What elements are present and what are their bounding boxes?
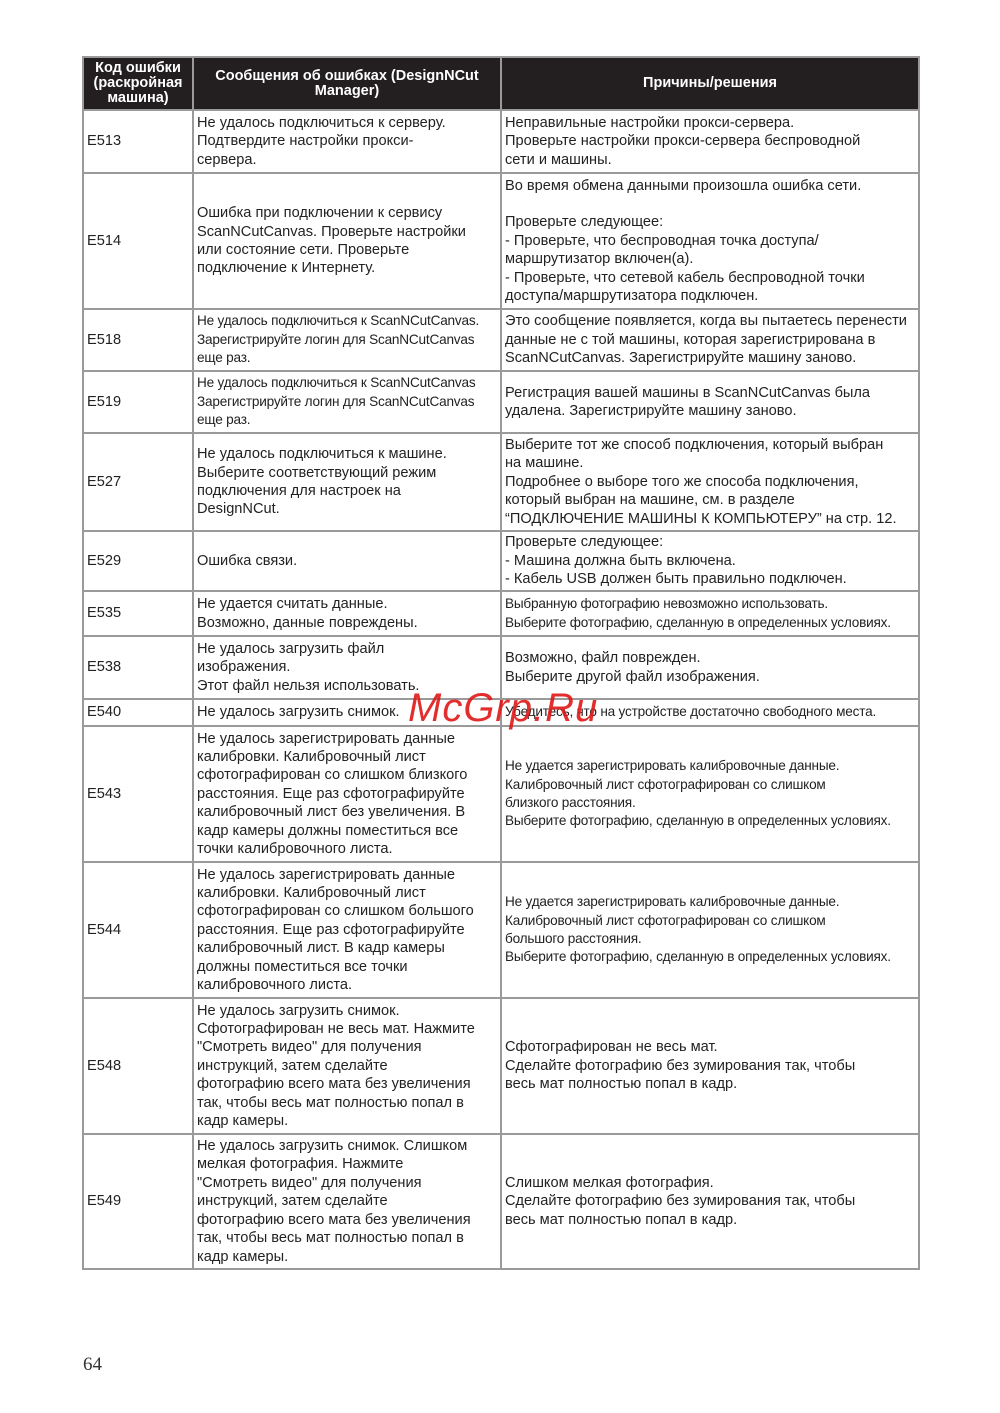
header-causes-solutions: Причины/решения (501, 57, 919, 110)
table-row (83, 591, 919, 636)
error-code-cell: E543 (83, 726, 193, 862)
solution-cell: Выбранную фотографию невозможно использовать. Выберите фотографию, сделанную в определенных условиях. (501, 591, 919, 636)
error-message-cell: Не удается считать данные. Возможно, данные повреждены. (193, 591, 501, 636)
solution-cell: Сфотографирован не весь мат. Сделайте фотографию без зумирования так, чтобы весь мат полностью попал в кадр. (501, 998, 919, 1134)
header-error-code: Код ошибки (раскройная машина) (83, 57, 193, 110)
error-message-cell: Не удалось подключиться к серверу. Подтвердите настройки прокси- сервера. (193, 110, 501, 173)
page-number: 64 (83, 1354, 102, 1375)
table-row (83, 371, 919, 433)
error-code-cell: E548 (83, 998, 193, 1134)
error-code-cell: E513 (83, 110, 193, 173)
header-error-message: Сообщения об ошибках (DesignNCut Manager) (193, 57, 501, 110)
table-row (83, 309, 919, 371)
watermark: McGrp.Ru (408, 686, 599, 730)
solution-cell: Во время обмена данными произошла ошибка сети. Проверьте следующее: - Проверьте, что беспроводная точка доступа/ маршрутизатор включен(а). - Проверьте, что сетевой кабель беспроводной точки доступа/маршрутизатора подключен. (501, 173, 919, 309)
error-code-cell: E514 (83, 173, 193, 309)
table-row (83, 531, 919, 591)
error-message-cell: Не удалось подключиться к ScanNCutCanvas Зарегистрируйте логин для ScanNCutCanvas еще раз. (193, 371, 501, 433)
solution-cell: Не удается зарегистрировать калибровочные данные. Калибровочный лист сфотографирован со слишком большого расстояния. Выберите фотографию, сделанную в определенных условиях. (501, 862, 919, 998)
error-message-cell: Не удалось загрузить снимок. Слишком мелкая фотография. Нажмите "Смотреть видео" для получения инструкций, затем сделайте фотографию всего мата без увеличения так, чтобы весь мат полностью попал в кадр камеры. (193, 1134, 501, 1269)
table-header-row (83, 57, 919, 110)
error-message-cell: Не удалось загрузить снимок. Сфотографирован не весь мат. Нажмите "Смотреть видео" для получения инструкций, затем сделайте фотографию всего мата без увеличения так, чтобы весь мат полностью попал в кадр камеры. (193, 998, 501, 1134)
error-code-cell: E519 (83, 371, 193, 433)
error-message-cell: Не удалось зарегистрировать данные калибровки. Калибровочный лист сфотографирован со слишком большого расстояния. Еще раз сфотографируйте калибровочный лист. В кадр камеры должны поместиться все точки калибровочного листа. (193, 862, 501, 998)
error-code-cell: E527 (83, 433, 193, 531)
error-codes-table (82, 56, 920, 1270)
solution-cell: Проверьте следующее: - Машина должна быть включена. - Кабель USB должен быть правильно подключен. (501, 531, 919, 591)
error-code-cell: E544 (83, 862, 193, 998)
error-message-cell: Ошибка при подключении к сервису ScanNCutCanvas. Проверьте настройки или состояние сети. Проверьте подключение к Интернету. (193, 173, 501, 309)
error-code-cell: E529 (83, 531, 193, 591)
solution-cell: Выберите тот же способ подключения, который выбран на машине. Подробнее о выборе того же способа подключения, который выбран на машине, см. в разделе “ПОДКЛЮЧЕНИЕ МАШИНЫ К КОМПЬЮТЕРУ” на стр. 12. (501, 433, 919, 531)
table-row (83, 433, 919, 531)
solution-cell: Возможно, файл поврежден. Выберите другой файл изображения. (501, 636, 919, 699)
solution-cell: Не удается зарегистрировать калибровочные данные. Калибровочный лист сфотографирован со слишком близкого расстояния. Выберите фотографию, сделанную в определенных условиях. (501, 726, 919, 862)
solution-cell: Слишком мелкая фотография. Сделайте фотографию без зумирования так, чтобы весь мат полностью попал в кадр. (501, 1134, 919, 1269)
error-code-cell: E538 (83, 636, 193, 699)
solution-cell: Убедитесь, что на устройстве достаточно свободного места. (501, 699, 919, 726)
solution-cell: Регистрация вашей машины в ScanNCutCanvas была удалена. Зарегистрируйте машину заново. (501, 371, 919, 433)
table-row (83, 726, 919, 862)
table-row (83, 173, 919, 309)
error-message-cell: Ошибка связи. (193, 531, 501, 591)
table-row (83, 998, 919, 1134)
error-message-cell: Не удалось подключиться к ScanNCutCanvas. Зарегистрируйте логин для ScanNCutCanvas еще раз. (193, 309, 501, 371)
error-code-cell: E540 (83, 699, 193, 726)
solution-cell: Это сообщение появляется, когда вы пытаетесь перенести данные не с той машины, которая зарегистрирована в ScanNCutCanvas. Зарегистрируйте машину заново. (501, 309, 919, 371)
error-message-cell: Не удалось загрузить снимок. (193, 699, 501, 726)
table-row (83, 110, 919, 173)
error-code-cell: E535 (83, 591, 193, 636)
table-row (83, 1134, 919, 1269)
solution-cell: Неправильные настройки прокси-сервера. Проверьте настройки прокси-сервера беспроводной сети и машины. (501, 110, 919, 173)
table-row (83, 862, 919, 998)
error-code-cell: E549 (83, 1134, 193, 1269)
error-message-cell: Не удалось зарегистрировать данные калибровки. Калибровочный лист сфотографирован со слишком близкого расстояния. Еще раз сфотографируйте калибровочный лист без увеличения. В кадр камеры должны поместиться все точки калибровочного листа. (193, 726, 501, 862)
error-message-cell: Не удалось подключиться к машине. Выберите соответствующий режим подключения для настроек на DesignNCut. (193, 433, 501, 531)
error-message-cell: Не удалось загрузить файл изображения. Этот файл нельзя использовать. (193, 636, 501, 699)
error-code-cell: E518 (83, 309, 193, 371)
